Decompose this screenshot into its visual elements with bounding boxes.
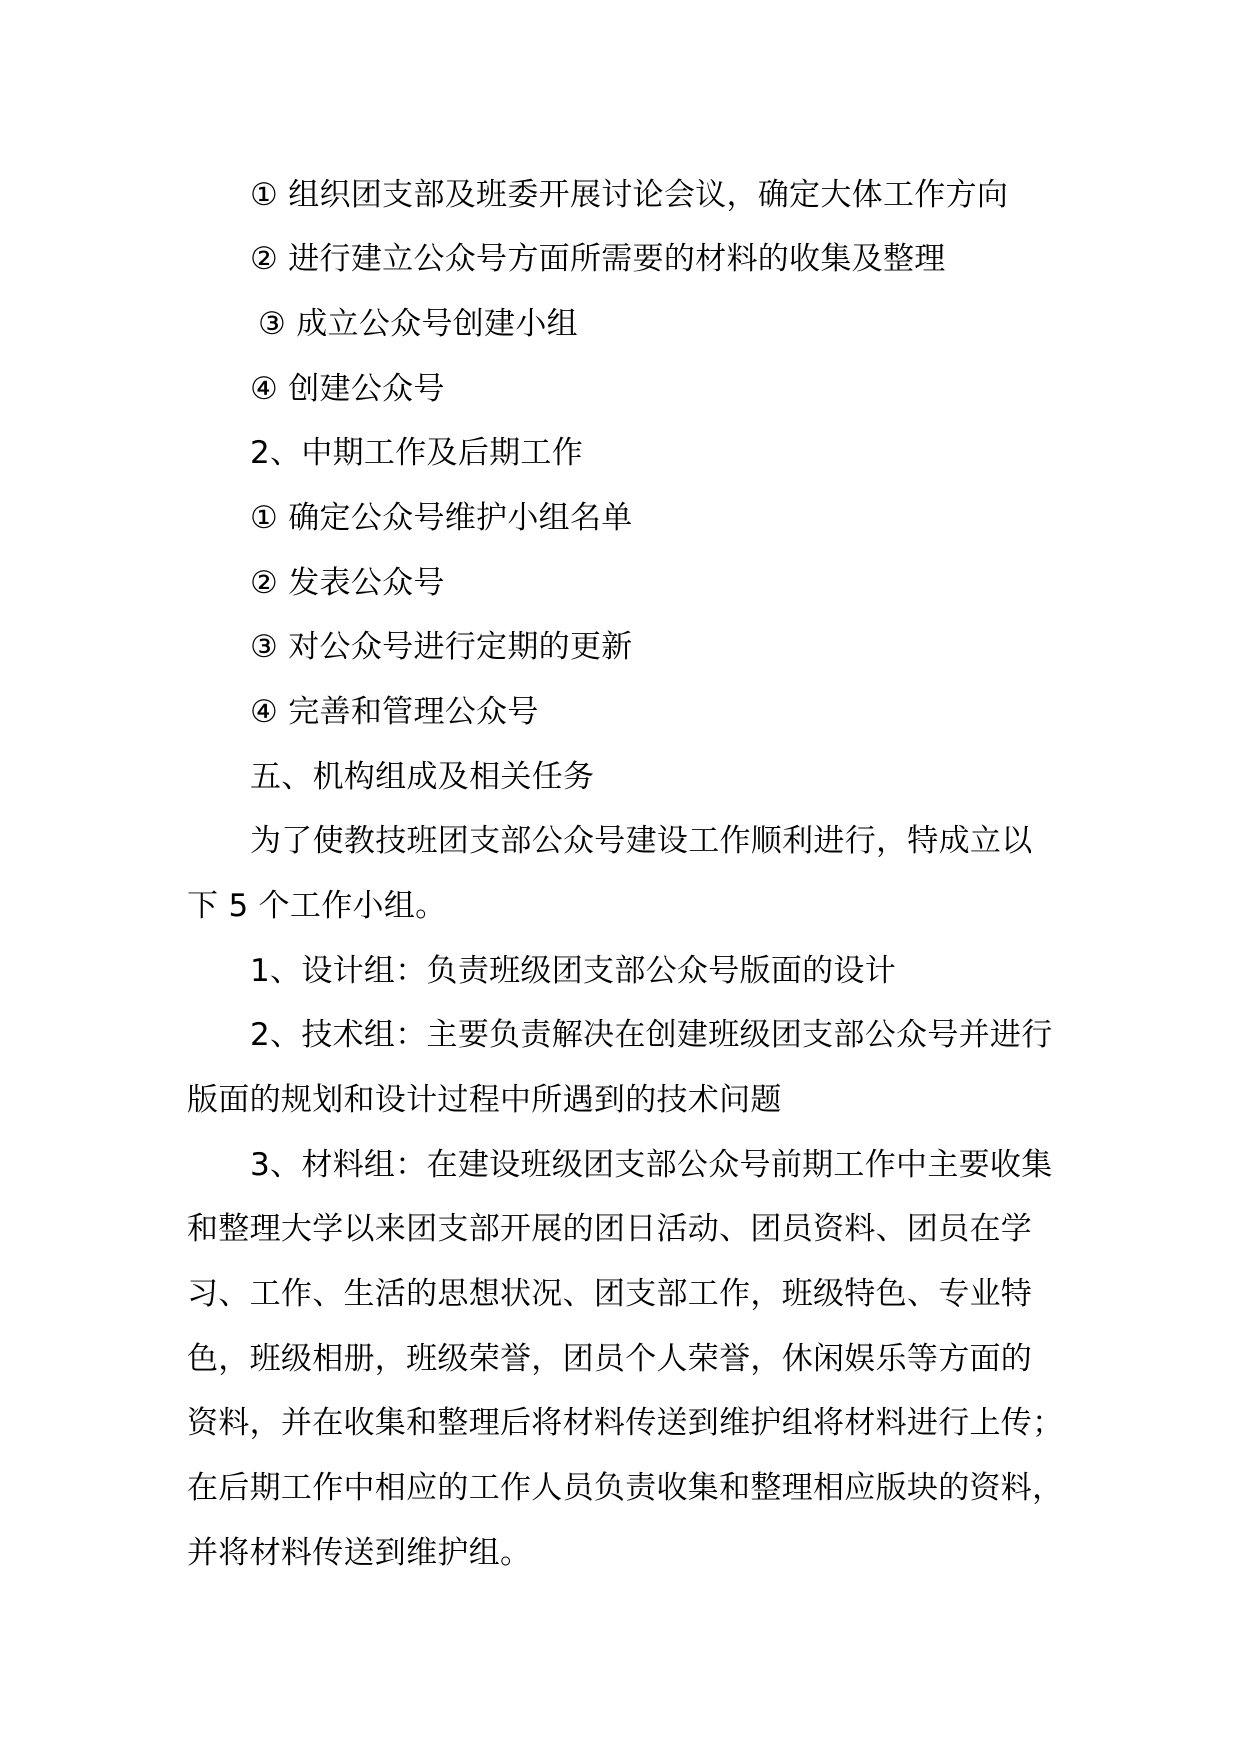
- paragraph-line: 2、技术组：主要负责解决在创建班级团支部公众号并进行: [250, 1017, 1053, 1053]
- paragraph-line: ③ 对公众号进行定期的更新: [250, 629, 633, 665]
- section-heading: 五、机构组成及相关任务: [250, 759, 595, 795]
- paragraph-line: ① 确定公众号维护小组名单: [250, 500, 633, 536]
- paragraph-line: ② 进行建立公众号方面所需要的材料的收集及整理: [250, 241, 946, 277]
- paragraph-line: ④ 创建公众号: [250, 371, 445, 407]
- paragraph-line: 版面的规划和设计过程中所遇到的技术问题: [187, 1082, 782, 1118]
- paragraph-line: 并将材料传送到维护组。: [187, 1535, 532, 1571]
- paragraph-line: 和整理大学以来团支部开展的团日活动、团员资料、团员在学: [187, 1211, 1033, 1247]
- paragraph-line: 为了使教技班团支部公众号建设工作顺利进行，特成立以: [250, 823, 1033, 859]
- paragraph-line: 习、工作、生活的思想状况、团支部工作，班级特色、专业特: [187, 1276, 1033, 1312]
- paragraph-line: ③ 成立公众号创建小组: [258, 306, 578, 342]
- paragraph-line: ④ 完善和管理公众号: [250, 694, 539, 730]
- paragraph-line: 下 5 个工作小组。: [187, 888, 447, 924]
- paragraph-line: 1、设计组：负责班级团支部公众号版面的设计: [250, 953, 897, 989]
- section-heading: 2、中期工作及后期工作: [250, 435, 584, 471]
- paragraph-line: ① 组织团支部及班委开展讨论会议，确定大体工作方向: [250, 177, 1009, 213]
- paragraph-line: 资料，并在收集和整理后将材料传送到维护组将材料进行上传；: [187, 1405, 1064, 1441]
- paragraph-line: ② 发表公众号: [250, 565, 445, 601]
- paragraph-line: 在后期工作中相应的工作人员负责收集和整理相应版块的资料，: [187, 1470, 1064, 1506]
- paragraph-line: 色，班级相册，班级荣誉，团员个人荣誉，休闲娱乐等方面的: [187, 1341, 1033, 1377]
- paragraph-line: 3、材料组：在建设班级团支部公众号前期工作中主要收集: [250, 1147, 1053, 1183]
